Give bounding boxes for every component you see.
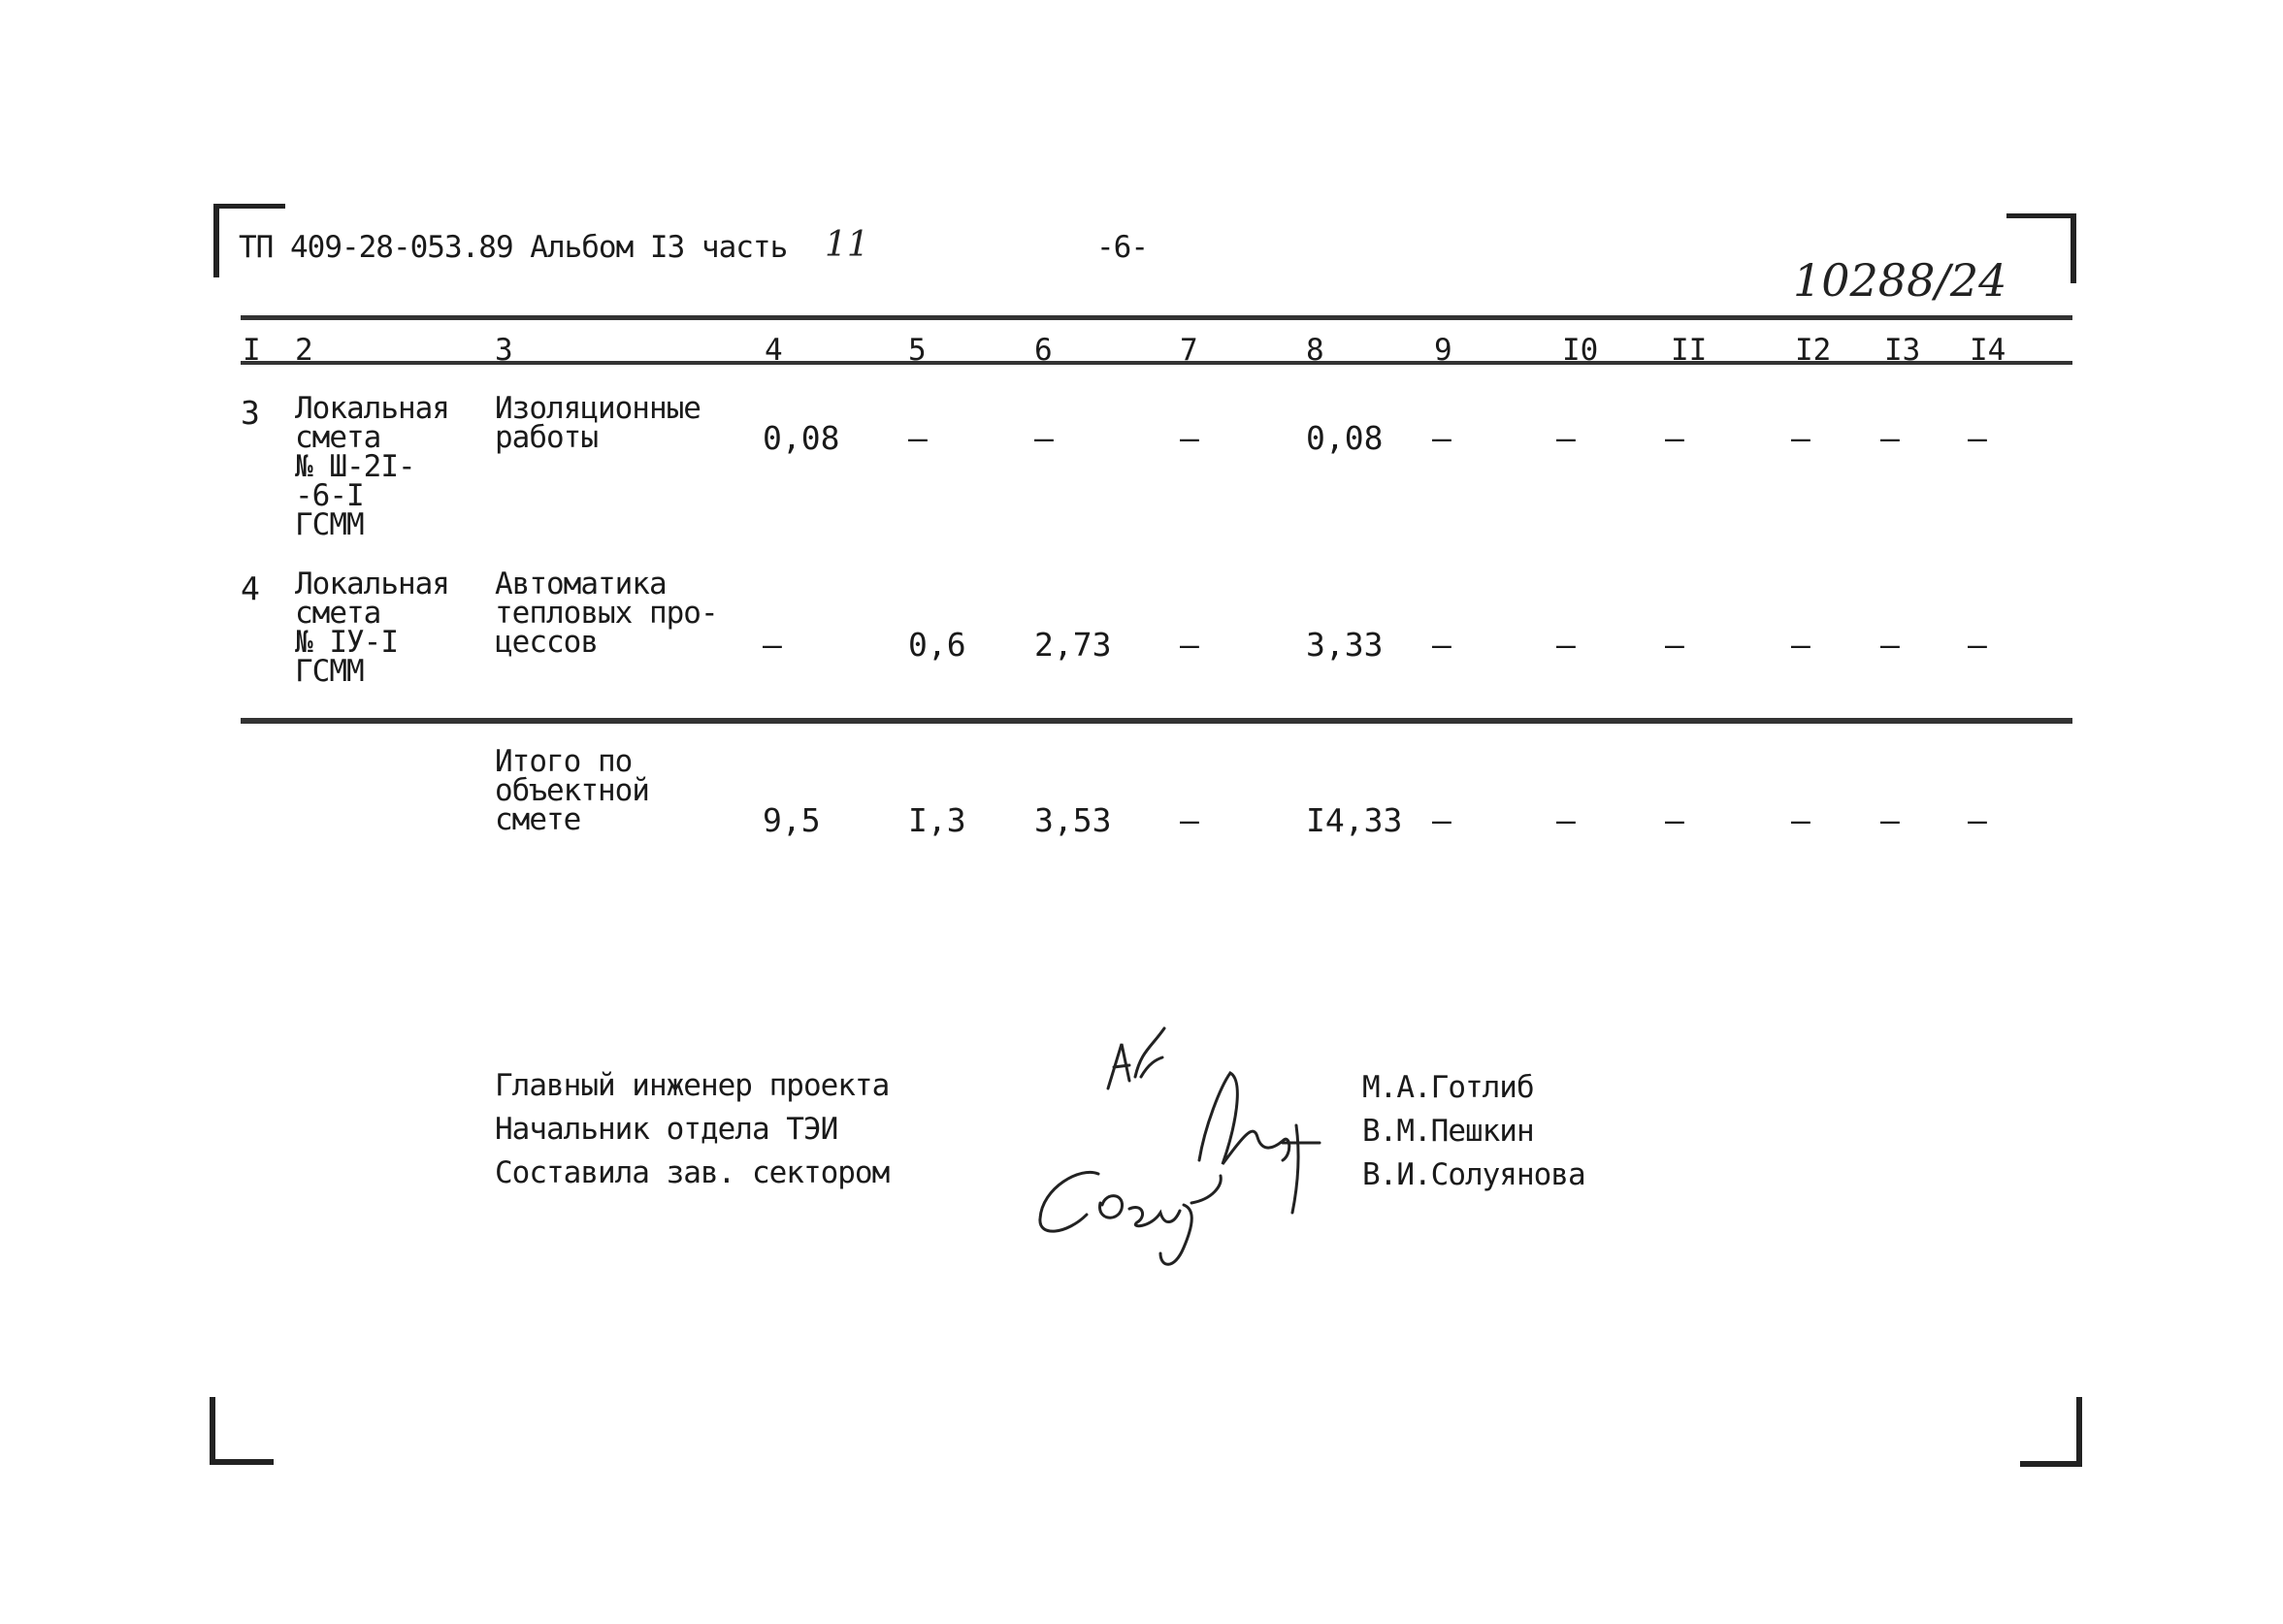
signer-role: Составила зав. сектором	[495, 1155, 890, 1190]
column-number: 6	[1034, 333, 1053, 368]
total-col6: 3,53	[1034, 801, 1112, 839]
column-number: 8	[1306, 333, 1324, 368]
cell-col6: 2,73	[1034, 626, 1112, 664]
part-number-handwritten: 11	[825, 225, 869, 265]
total-col8: I4,33	[1306, 801, 1403, 839]
work-type: Автоматика тепловых про- цессов	[495, 567, 718, 660]
column-number: 9	[1434, 333, 1452, 368]
cell-col9: –	[1432, 626, 1451, 664]
document-code: ТП 409-28-053.89 Альбом I3 часть	[239, 230, 788, 265]
total-col4: 9,5	[763, 801, 821, 839]
table-top-rule	[241, 315, 2072, 320]
total-col10: –	[1556, 801, 1576, 839]
column-number: II	[1671, 333, 1708, 368]
cost-document: Локальная смета № Ш-2I- -6-I ГСММ	[295, 391, 449, 542]
cell-col12: –	[1791, 626, 1810, 664]
cell-col11: –	[1665, 419, 1684, 457]
total-col12: –	[1791, 801, 1810, 839]
cell-col7: –	[1180, 419, 1199, 457]
cell-col11: –	[1665, 626, 1684, 664]
cell-col14: –	[1968, 419, 1987, 457]
cell-col5: 0,6	[908, 626, 966, 664]
row-number: 3	[241, 394, 260, 432]
cell-col5: –	[908, 419, 928, 457]
total-col11: –	[1665, 801, 1684, 839]
signer-name: В.М.Пешкин	[1362, 1114, 1534, 1149]
column-number: I	[243, 333, 261, 368]
column-number: I2	[1795, 333, 1832, 368]
signer-role: Начальник отдела ТЭИ	[495, 1112, 838, 1147]
cell-col9: –	[1432, 419, 1451, 457]
total-label: Итого по объектной смете	[495, 744, 649, 837]
column-number: 7	[1180, 333, 1198, 368]
column-number: I3	[1884, 333, 1921, 368]
cell-col10: –	[1556, 626, 1576, 664]
column-number: 5	[908, 333, 927, 368]
cell-col13: –	[1880, 419, 1900, 457]
total-col7: –	[1180, 801, 1199, 839]
signer-name: В.И.Солуянова	[1362, 1157, 1585, 1192]
signer-name: М.А.Готлиб	[1362, 1070, 1534, 1105]
total-col9: –	[1432, 801, 1451, 839]
cell-col4: –	[763, 626, 782, 664]
cell-col8: 0,08	[1306, 419, 1384, 457]
cell-col14: –	[1968, 626, 1987, 664]
total-col13: –	[1880, 801, 1900, 839]
column-number: I0	[1562, 333, 1599, 368]
column-number: 2	[295, 333, 313, 368]
cell-col4: 0,08	[763, 419, 840, 457]
total-separator-rule	[241, 718, 2072, 724]
registration-number-handwritten: 10288/24	[1793, 254, 2007, 307]
work-type: Изоляционные работы	[495, 391, 701, 455]
cell-col12: –	[1791, 419, 1810, 457]
total-col5: I,3	[908, 801, 966, 839]
cell-col8: 3,33	[1306, 626, 1384, 664]
cost-document: Локальная смета № IУ-I ГСММ	[295, 567, 449, 689]
cell-col6: –	[1034, 419, 1054, 457]
column-number: 3	[495, 333, 513, 368]
column-number: I4	[1970, 333, 2006, 368]
cell-col13: –	[1880, 626, 1900, 664]
column-number: 4	[765, 333, 783, 368]
total-col14: –	[1968, 801, 1987, 839]
page-number: -6-	[1096, 230, 1148, 265]
handwritten-signatures	[1028, 1009, 1368, 1281]
cell-col7: –	[1180, 626, 1199, 664]
row-number: 4	[241, 569, 260, 607]
cell-col10: –	[1556, 419, 1576, 457]
signer-role: Главный инженер проекта	[495, 1068, 890, 1103]
